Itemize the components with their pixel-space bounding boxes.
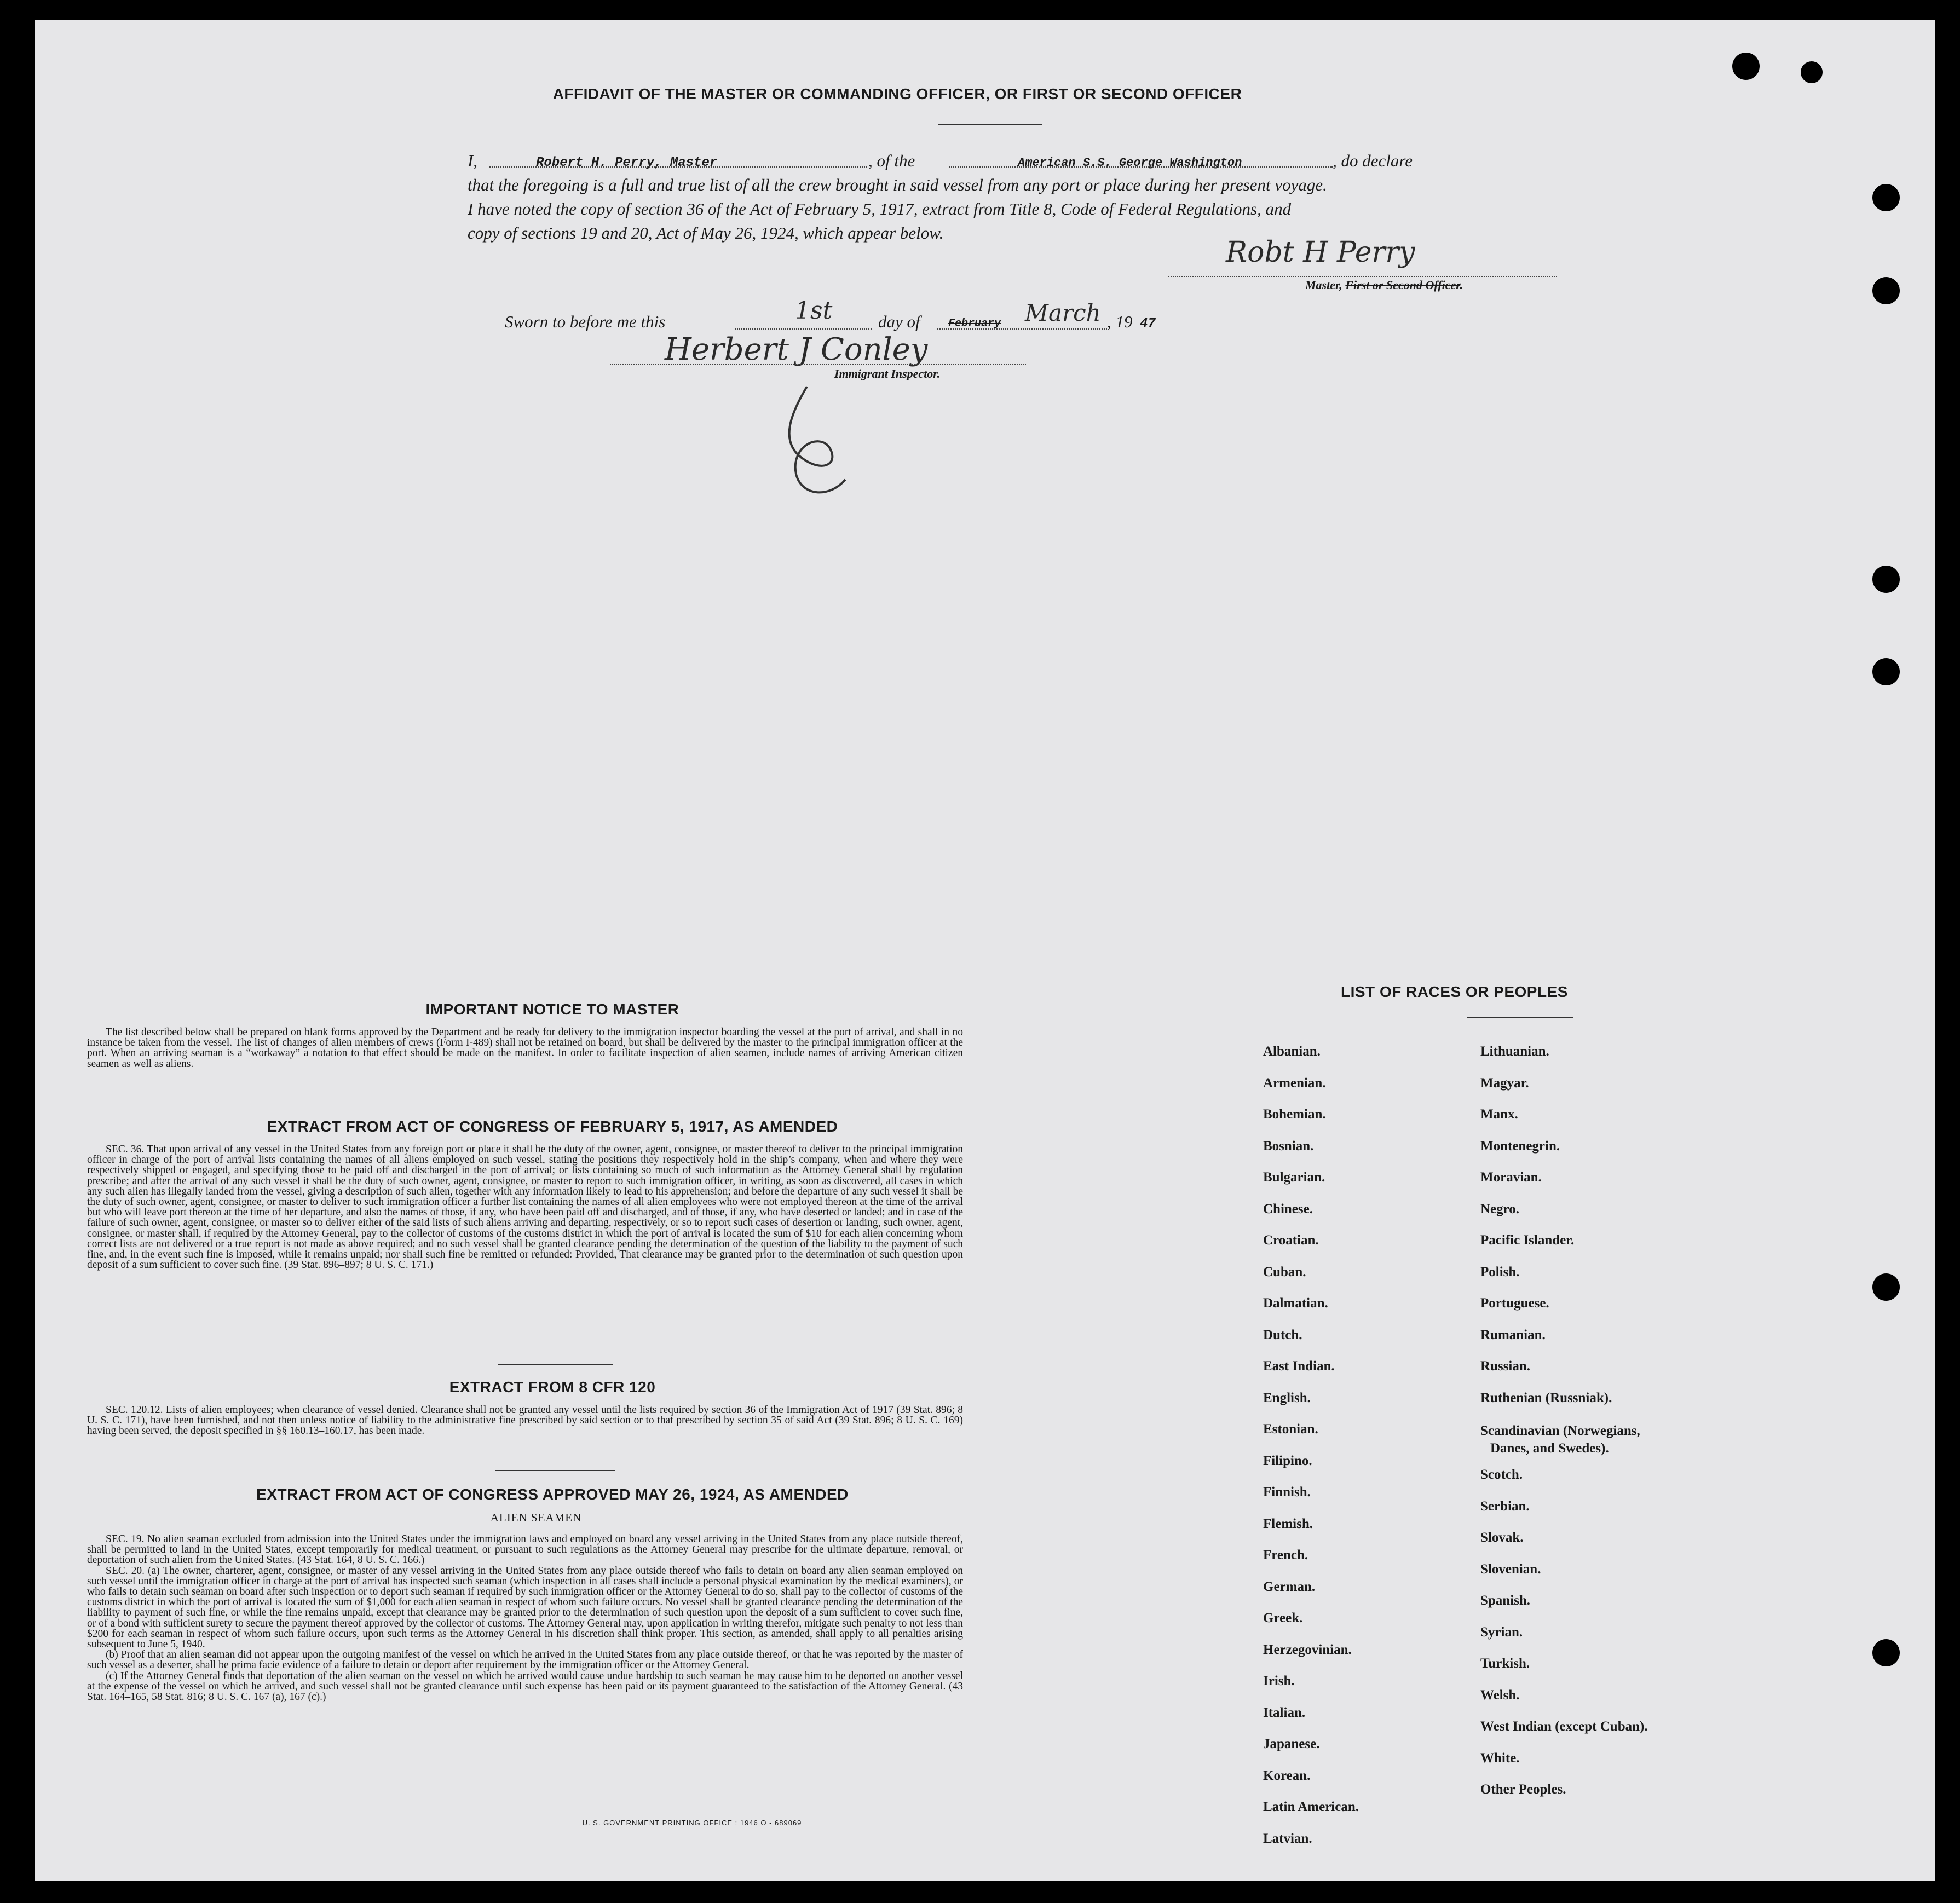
- section-rule: [498, 1364, 613, 1365]
- race-item: Bulgarian.: [1263, 1170, 1325, 1185]
- race-item: Croatian.: [1263, 1233, 1319, 1248]
- sec-19-paragraph: SEC. 19. No alien seaman excluded from admission into the United States under the immigration laws and employed on board any vessel arriving in the United States from any place outside thereof, shall be permitted to land in the United States, except temporarily for medical treatment, or pursuant to such regulations as the Attorney General may prescribe for the ultimate departure, removal, or deportation of such alien from the United States. (43 Stat. 164, 8 U. S. C. 166.): [87, 1533, 963, 1566]
- race-item: Dalmatian.: [1263, 1296, 1328, 1311]
- master-caption-struck: First or Second Officer: [1345, 278, 1460, 292]
- affidavit-i-label: I,: [468, 151, 478, 170]
- affidavit-line-1: [468, 149, 1557, 173]
- master-name-value: Robert H. Perry, Master: [536, 155, 718, 170]
- race-item: Bosnian.: [1263, 1138, 1314, 1154]
- dotted-line: [735, 328, 872, 330]
- extract-1924-text: [87, 1534, 963, 1702]
- affidavit-line-3: I have noted the copy of section 36 of the Act of February 5, 1917, extract from Title 8, Code of Federal Regulations, and: [468, 199, 1292, 218]
- race-item: Greek.: [1263, 1611, 1303, 1625]
- races-column-2: [1480, 1036, 1754, 1806]
- race-item: Portuguese.: [1480, 1296, 1549, 1311]
- race-item: Korean.: [1263, 1768, 1311, 1783]
- race-item: Welsh.: [1480, 1687, 1520, 1703]
- race-item: Scandinavian (Norwegians,: [1480, 1423, 1640, 1438]
- race-item: French.: [1263, 1548, 1308, 1562]
- race-item: German.: [1263, 1579, 1316, 1594]
- inspector-caption: Immigrant Inspector.: [834, 367, 941, 380]
- master-signature: Robt H Perry: [1226, 236, 1415, 269]
- race-item: Armenian.: [1263, 1075, 1326, 1091]
- race-item: Montenegrin.: [1480, 1138, 1560, 1154]
- race-item: Serbian.: [1480, 1498, 1530, 1514]
- month-value: March: [1025, 299, 1101, 326]
- race-item: Russian.: [1480, 1359, 1531, 1374]
- race-item: White.: [1480, 1750, 1520, 1766]
- punch-hole: [1872, 1639, 1900, 1666]
- race-item: Lithuanian.: [1480, 1044, 1549, 1059]
- race-item: Japanese.: [1263, 1737, 1320, 1751]
- punch-hole: [1732, 53, 1760, 80]
- printer-footer: U. S. GOVERNMENT PRINTING OFFICE : 1946 O - 689069: [582, 1819, 802, 1827]
- master-caption-suffix: .: [1460, 278, 1463, 292]
- race-item: Flemish.: [1263, 1516, 1313, 1531]
- race-item: Finnish.: [1263, 1485, 1311, 1500]
- dotted-line: [937, 328, 1107, 330]
- race-item: Slovak.: [1480, 1530, 1524, 1545]
- extract-1917-text: [87, 1144, 963, 1270]
- signature-flourish: [769, 381, 867, 507]
- sec-20a-paragraph: SEC. 20. (a) The owner, charterer, agent, consignee, or master of any vessel arriving in the United States from any place outside thereof who fails to detain on board any alien seaman employed on such vessel until the immigration officer in charge at the port of arrival has inspected such seaman (which inspection in all cases shall include a personal physical examination by the medical examiners), or who fails to detain such seaman on board after such inspection or to deport such seaman if required by such immigration officer or the Attorney General to do so, shall pay to the collector of customs of the customs district in which the port of arrival is located the sum of $1,000 for each alien seaman in respect of whom such failure occurs. No vessel shall be granted clearance pending the determination of the liability to payment of such fine, or while the fine remains unpaid, except that clearance may be granted prior to the determination of such question upon the deposit of a sum sufficient to cover such fine, or of a bond with sufficient surety to secure the payment thereof approved by the collector of customs. The Attorney General may, upon application in writing therefor, mitigate such penalty to not less than $200 for each seaman in respect of whom such failure occurs, upon such terms as the Attorney General in his discretion shall think proper. This section, as amended, shall apply to all penalties arising subsequent to June 5, 1940.: [87, 1565, 963, 1651]
- race-item: Irish.: [1263, 1674, 1295, 1688]
- race-item: Latin American.: [1263, 1800, 1359, 1814]
- master-caption: [1305, 277, 1463, 293]
- master-caption-prefix: Master,: [1305, 278, 1342, 292]
- day-value: 1st: [795, 297, 833, 325]
- race-item: Cuban.: [1263, 1264, 1306, 1279]
- punch-hole: [1872, 1273, 1900, 1301]
- race-item: Spanish.: [1480, 1593, 1531, 1608]
- race-item: Polish.: [1480, 1264, 1520, 1279]
- section-rule: [495, 1470, 615, 1471]
- races-column-1: [1263, 1036, 1471, 1854]
- punch-hole: [1872, 184, 1900, 211]
- race-item: West Indian (except Cuban).: [1480, 1719, 1648, 1734]
- race-item: Negro.: [1480, 1201, 1520, 1216]
- affidavit-line-4: copy of sections 19 and 20, Act of May 26, 1924, which appear below.: [468, 223, 944, 243]
- do-declare-label: , do declare: [1333, 151, 1413, 170]
- race-item: Herzegovinian.: [1263, 1642, 1352, 1657]
- race-item: Bohemian.: [1263, 1107, 1326, 1122]
- sec-36-paragraph: SEC. 36. That upon arrival of any vessel in the United States from any foreign port or place it shall be the duty of the owner, agent, consignee, or master thereof to deliver to the principal immigration officer in charge of the port of arrival lists containing the names of all aliens employed on such vessel, stating the positions they respectively hold in the ship’s company, when and where they were respectively shipped or engaged, and specifying those to be paid off and discharged in the port of arrival; or lists containing so much of such information as the Attorney General shall by regulation prescribe; and after the arrival of any such vessel it shall be the duty of such owner, agent, consignee, or master to report to such immigration officer, in writing, as soon as discovered, all cases in which any such alien has illegally landed from the vessel, giving a description of such alien, together with any information likely to lead to his apprehension; and before the departure of any such vessel it shall be the duty of such owner, agent, consignee, or master to deliver to such immigration officer a further list containing the names of all alien employees who were not employed thereon at the time of the arrival but who will leave port thereon at the time of her departure, and also the names of those, if any, who have been paid off and discharged, and of those, if any, who have deserted or landed; and in case of the failure of such owner, agent, consignee, or master so to deliver either of the said lists of such aliens arriving and departing, respectively, or so to report such cases of desertion or landing, such owner, agent, consignee, or master shall, if required by the Attorney General, pay to the collector of customs of the customs district in which the port of arrival is located the sum of $10 for each alien concerning whom correct lists are not delivered or a true report is not made as above required; and no such vessel shall be granted clearance pending the determination of the question of the liability to the payment of such fine, and, in the event such fine is imposed, while it remains unpaid; nor shall such fine be remitted or refunded: Provided, That clearance may be granted prior to the determination of such question upon deposit of a sum sufficient to cover such fine. (39 Stat. 896–897; 8 U. S. C. 171.): [87, 1144, 963, 1271]
- sec-20c-paragraph: (c) If the Attorney General finds that deportation of the alien seaman on the vessel on which he arrived would cause undue hardship to such seaman he may cause him to be deported on another vessel at the expense of the vessel on which he arrived, and such vessel shall not be granted clearance until such expense has been paid or its payment guaranteed to the satisfaction of the Attorney General. (43 Stat. 164–165, 58 Stat. 816; 8 U. S. C. 167 (a), 167 (c).): [87, 1670, 963, 1703]
- race-item: Filipino.: [1263, 1453, 1312, 1468]
- extract-cfr-text: [87, 1405, 963, 1437]
- race-item: Slovenian.: [1480, 1561, 1541, 1577]
- race-item: Ruthenian (Russniak).: [1480, 1390, 1612, 1405]
- month-struck: February: [948, 318, 1001, 330]
- extract-1917-title: EXTRACT FROM ACT OF CONGRESS OF FEBRUARY 5, 1917, AS AMENDED: [267, 1118, 838, 1135]
- race-item: Scotch.: [1480, 1467, 1523, 1482]
- race-item: Manx.: [1480, 1107, 1518, 1122]
- punch-hole: [1872, 277, 1900, 304]
- extract-cfr-title: EXTRACT FROM 8 CFR 120: [449, 1379, 656, 1395]
- alien-seamen-subtitle: ALIEN SEAMEN: [490, 1511, 582, 1524]
- year-prefix: , 19: [1107, 312, 1133, 331]
- extract-1924-title: EXTRACT FROM ACT OF CONGRESS APPROVED MAY 26, 1924, AS AMENDED: [256, 1486, 849, 1503]
- race-item: Latvian.: [1263, 1831, 1312, 1846]
- sworn-label: Sworn to before me this: [505, 312, 666, 331]
- dotted-line: [489, 166, 867, 168]
- dotted-line: [949, 166, 1333, 168]
- of-the-label: , of the: [868, 151, 915, 170]
- races-title: LIST OF RACES OR PEOPLES: [1341, 983, 1568, 1000]
- race-item: Turkish.: [1480, 1656, 1530, 1671]
- vessel-name-value: American S.S. George Washington: [1018, 156, 1242, 170]
- affidavit-title: AFFIDAVIT OF THE MASTER OR COMMANDING OFFICER, OR FIRST OR SECOND OFFICER: [552, 85, 1242, 102]
- year-value: 47: [1140, 316, 1156, 331]
- race-item: Rumanian.: [1480, 1327, 1546, 1342]
- sec-20b-paragraph: (b) Proof that an alien seaman did not appear upon the outgoing manifest of the vessel on which he arrived in the United States from any place outside thereof, or that he was reported by the master of such vessel as a deserter, shall be prima facie evidence of a failure to detain or deport after requirement by the immigration officer or the Attorney General.: [87, 1649, 963, 1671]
- day-of-label: day of: [878, 312, 920, 331]
- race-item: Danes, and Swedes).: [1490, 1441, 1609, 1456]
- races-rule: [1467, 1017, 1573, 1018]
- race-item: East Indian.: [1263, 1359, 1335, 1374]
- affidavit-line-2: that the foregoing is a full and true list of all the crew brought in said vessel from any port or place during her present voyage.: [468, 175, 1327, 194]
- race-item: Syrian.: [1480, 1624, 1523, 1640]
- inspector-signature: Herbert J Conley: [665, 332, 928, 367]
- punch-hole: [1872, 658, 1900, 685]
- race-item: Albanian.: [1263, 1044, 1321, 1059]
- notice-text: [87, 1027, 963, 1069]
- race-item: Moravian.: [1480, 1170, 1542, 1185]
- race-item: Magyar.: [1480, 1075, 1529, 1091]
- sec-120-paragraph: SEC. 120.12. Lists of alien employees; when clearance of vessel denied. Clearance shall not be granted any vessel until the lists required by section 36 of the Immigration Act of 1917 (39 Stat. 896; 8 U. S. C. 171), have been furnished, and not then unless notice of liability to the administrative fine prescribed by said section or to that prescribed by section 35 of said Act (39 Stat. 896; 8 U. S. C. 169) having been served, the deposit specified in §§ 160.13–160.17, has been made.: [87, 1404, 963, 1437]
- document-page: [35, 20, 1935, 1881]
- punch-hole: [1801, 61, 1823, 83]
- signature-line: [610, 364, 1026, 365]
- race-item: Dutch.: [1263, 1327, 1302, 1342]
- race-item: Italian.: [1263, 1705, 1306, 1720]
- title-rule: [938, 124, 1042, 125]
- race-item: Other Peoples.: [1480, 1782, 1566, 1797]
- race-item: Pacific Islander.: [1480, 1233, 1575, 1248]
- notice-paragraph: The list described below shall be prepared on blank forms approved by the Department and be ready for delivery to the immigration inspector boarding the vessel at the port of arrival, and shall in no instance be taken from the vessel. The list of changes of alien members of crews (Form I-489) shall not be retained on board, but shall be delivered by the master to the principal immigration officer at the port. When an arriving seaman is a “workaway” a notation to that effect should be made on the manifest. In order to facilitate inspection of alien seamen, include names of arriving American citizen seamen as well as aliens.: [87, 1027, 963, 1070]
- race-item: Estonian.: [1263, 1422, 1318, 1437]
- race-item: English.: [1263, 1390, 1311, 1405]
- punch-hole: [1872, 566, 1900, 593]
- race-item: Chinese.: [1263, 1201, 1313, 1216]
- notice-title: IMPORTANT NOTICE TO MASTER: [425, 1001, 679, 1018]
